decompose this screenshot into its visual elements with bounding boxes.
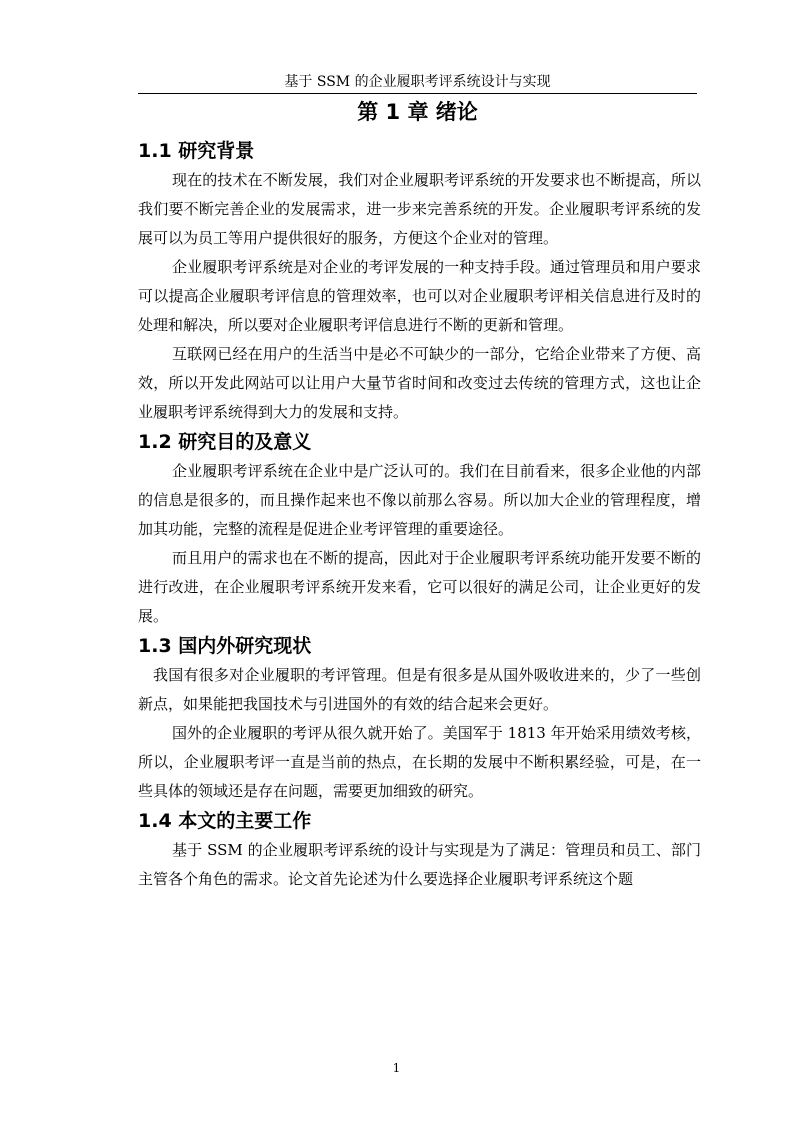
section-heading: 1.3 国内外研究现状 xyxy=(138,635,312,657)
section-heading: 1.1 研究背景 xyxy=(138,140,255,162)
section-1-3 xyxy=(138,631,701,806)
section-heading: 1.4 本文的主要工作 xyxy=(138,810,312,832)
section-heading: 1.2 研究目的及意义 xyxy=(138,431,312,453)
chapter-title: 第 1 章 绪论 xyxy=(357,100,478,124)
paragraph: 互联网已经在用户的生活当中是必不可缺少的一部分，它给企业带来了方便、高效，所以开发此网站可以让用户大量节省时间和改变过去传统的管理方式，这也让企业履职考评系统得到大力的发展和支持。 xyxy=(138,345,701,421)
body-content xyxy=(138,136,701,894)
section-1-2 xyxy=(138,427,701,631)
header-rule xyxy=(138,93,697,94)
section-1-1 xyxy=(138,136,701,427)
page-number: 1 xyxy=(392,1061,401,1075)
paragraph: 现在的技术在不断发展，我们对企业履职考评系统的开发要求也不断提高，所以我们要不断完善企业的发展需求，进一步来完善系统的开发。企业履职考评系统的发展可以为员工等用户提供很好的服务，方便这个企业对的管理。 xyxy=(138,171,701,247)
running-header: 基于 SSM 的企业履职考评系统设计与实现 xyxy=(284,74,551,90)
paragraph: 而且用户的需求也在不断的提高，因此对于企业履职考评系统功能开发要不断的进行改进，在企业履职考评系统开发来看，它可以很好的满足公司，让企业更好的发展。 xyxy=(138,549,701,625)
section-1-4 xyxy=(138,806,701,894)
paragraph: 我国有很多对企业履职的考评管理。但是有很多是从国外吸收进来的，少了一些创新点，如果能把我国技术与引进国外的有效的结合起来会更好。 xyxy=(138,666,701,713)
paragraph: 基于 SSM 的企业履职考评系统的设计与实现是为了满足：管理员和员工、部门主管各个角色的需求。论文首先论述为什么要选择企业履职考评系统这个题 xyxy=(138,841,701,888)
paragraph: 企业履职考评系统是对企业的考评发展的一种支持手段。通过管理员和用户要求可以提高企业履职考评信息的管理效率，也可以对企业履职考评相关信息进行及时的处理和解决，所以要对企业履职考评信息进行不断的更新和管理。 xyxy=(138,258,701,334)
paragraph: 企业履职考评系统在企业中是广泛认可的。我们在目前看来，很多企业他的内部的信息是很多的，而且操作起来也不像以前那么容易。所以加大企业的管理程度，增加其功能，完整的流程是促进企业考评管理的重要途径。 xyxy=(138,462,701,538)
paragraph: 国外的企业履职的考评从很久就开始了。美国军于 1813 年开始采用绩效考核，所以，企业履职考评一直是当前的热点，在长期的发展中不断积累经验，可是，在一些具体的领域还是存在问题，需要更加细致的研究。 xyxy=(138,724,701,800)
